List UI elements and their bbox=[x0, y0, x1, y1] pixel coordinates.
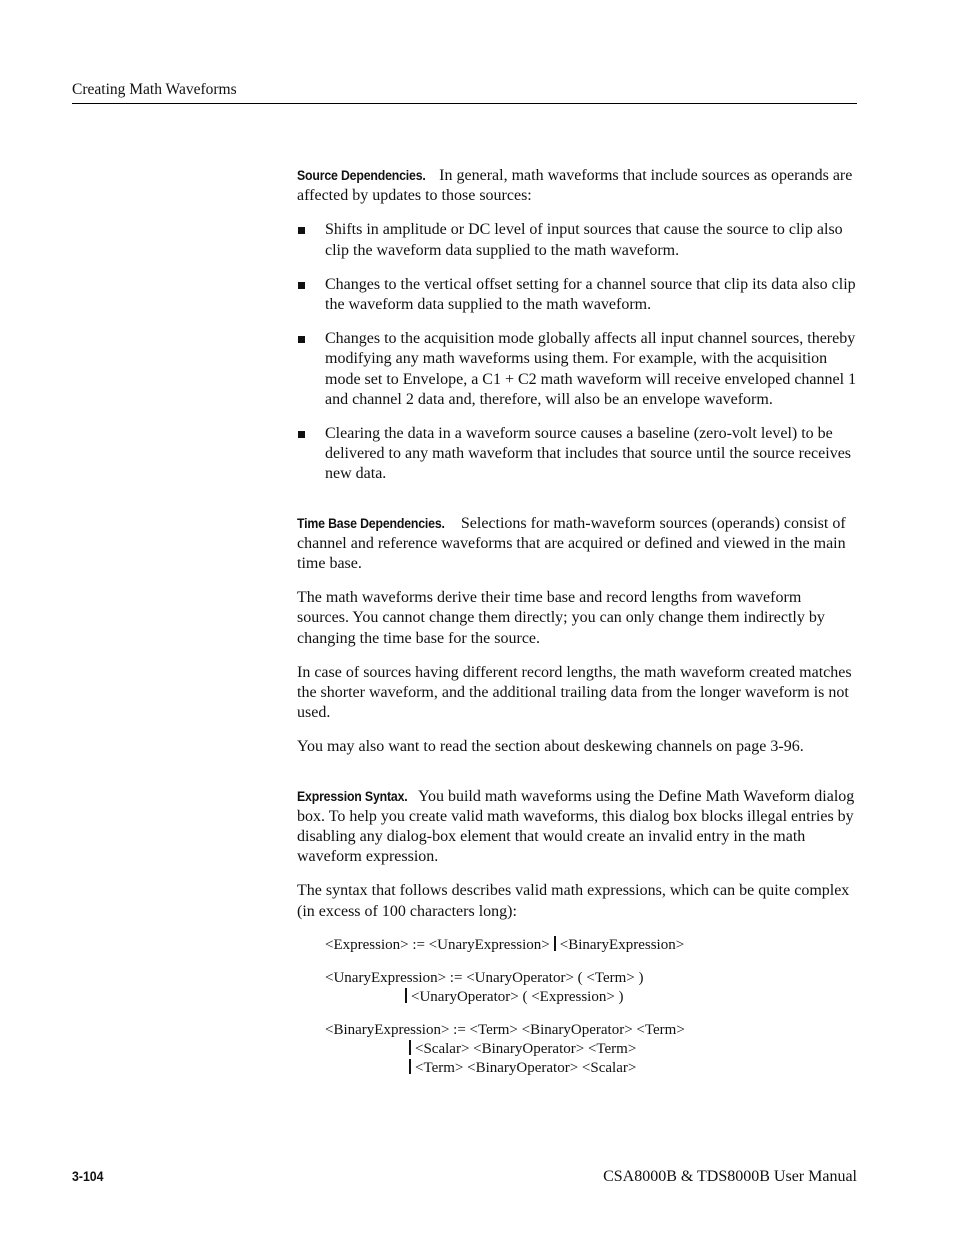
paragraph: The syntax that follows describes valid math expressions, which can be quite complex (in excess of 100 characters long): bbox=[297, 882, 850, 920]
syntax-rule-unary: <UnaryExpression> := <UnaryOperator> ( <Term> ) <UnaryOperator> ( <Expression> ) bbox=[325, 969, 644, 1005]
section-heading: Source Dependencies. bbox=[297, 167, 426, 183]
syntax-rule-expression: <Expression> := <UnaryExpression> <BinaryExpression> bbox=[325, 936, 685, 953]
or-bar bbox=[409, 1059, 411, 1074]
paragraph: In case of sources having different record lengths, the math waveform created matches the shorter waveform, and the additional trailing data from the longer waveform is not used. bbox=[297, 663, 852, 722]
section-heading: Expression Syntax. bbox=[297, 787, 408, 804]
section-heading: Time Base Dependencies. bbox=[297, 514, 445, 531]
page-body bbox=[297, 165, 857, 1106]
syntax-block bbox=[297, 936, 857, 1078]
page-number: 3-104 bbox=[72, 1168, 104, 1184]
or-bar bbox=[409, 1040, 411, 1055]
list-item: Clearing the data in a waveform source causes a baseline (zero-volt level) to be delivered to any math waveform that includes that source until the source receives new data. bbox=[297, 424, 857, 485]
list-item: Shifts in amplitude or DC level of input sources that cause the source to clip also clip the waveform data supplied to the math waveform. bbox=[297, 220, 857, 260]
or-bar bbox=[554, 936, 556, 951]
list-item: Changes to the acquisition mode globally affects all input channel sources, thereby modifying any math waveforms using them. For example, with the acquisition mode set to Envelope, a C1 + C2 math waveform will receive enveloped channel 1 and channel 2 data and, therefore, will also be an envelope waveform. bbox=[297, 329, 857, 410]
source-deps-intro: Source Dependencies. In general, math waveforms that include sources as operands are affected by updates to those sources: bbox=[297, 167, 853, 205]
section-expression-syntax bbox=[297, 786, 857, 1078]
list-item: Changes to the vertical offset setting for a channel source that clip its data also clip the waveform data supplied to the math waveform. bbox=[297, 275, 857, 315]
running-header: Creating Math Waveforms bbox=[72, 81, 857, 104]
paragraph: You may also want to read the section about deskewing channels on page 3-96. bbox=[297, 738, 804, 756]
manual-title: CSA8000B & TDS8000B User Manual bbox=[603, 1168, 857, 1185]
time-base-intro: Time Base Dependencies. Selections for math-waveform sources (operands) consist of channel and reference waveforms that are acquired or defined and viewed in the main time base. bbox=[297, 514, 846, 573]
syntax-rule-binary: <BinaryExpression> := <Term> <BinaryOperator> <Term> <Scalar> <BinaryOperator> <Term> <Term> <BinaryOperator> <Scalar> bbox=[325, 1021, 685, 1076]
section-time-base bbox=[297, 513, 857, 758]
section-source-dependencies bbox=[297, 165, 857, 485]
expression-intro: Expression Syntax. You build math waveforms using the Define Math Waveform dialog box. To help you create valid math waveforms, this dialog box blocks illegal entries by disabling any dialog-box element that would create an invalid entry in the math waveform expression. bbox=[297, 787, 855, 866]
bullet-list bbox=[297, 220, 857, 484]
or-bar bbox=[405, 988, 407, 1003]
paragraph: The math waveforms derive their time base and record lengths from waveform sources. You cannot change them directly; you can only change them indirectly by changing the time base for the source. bbox=[297, 589, 825, 647]
